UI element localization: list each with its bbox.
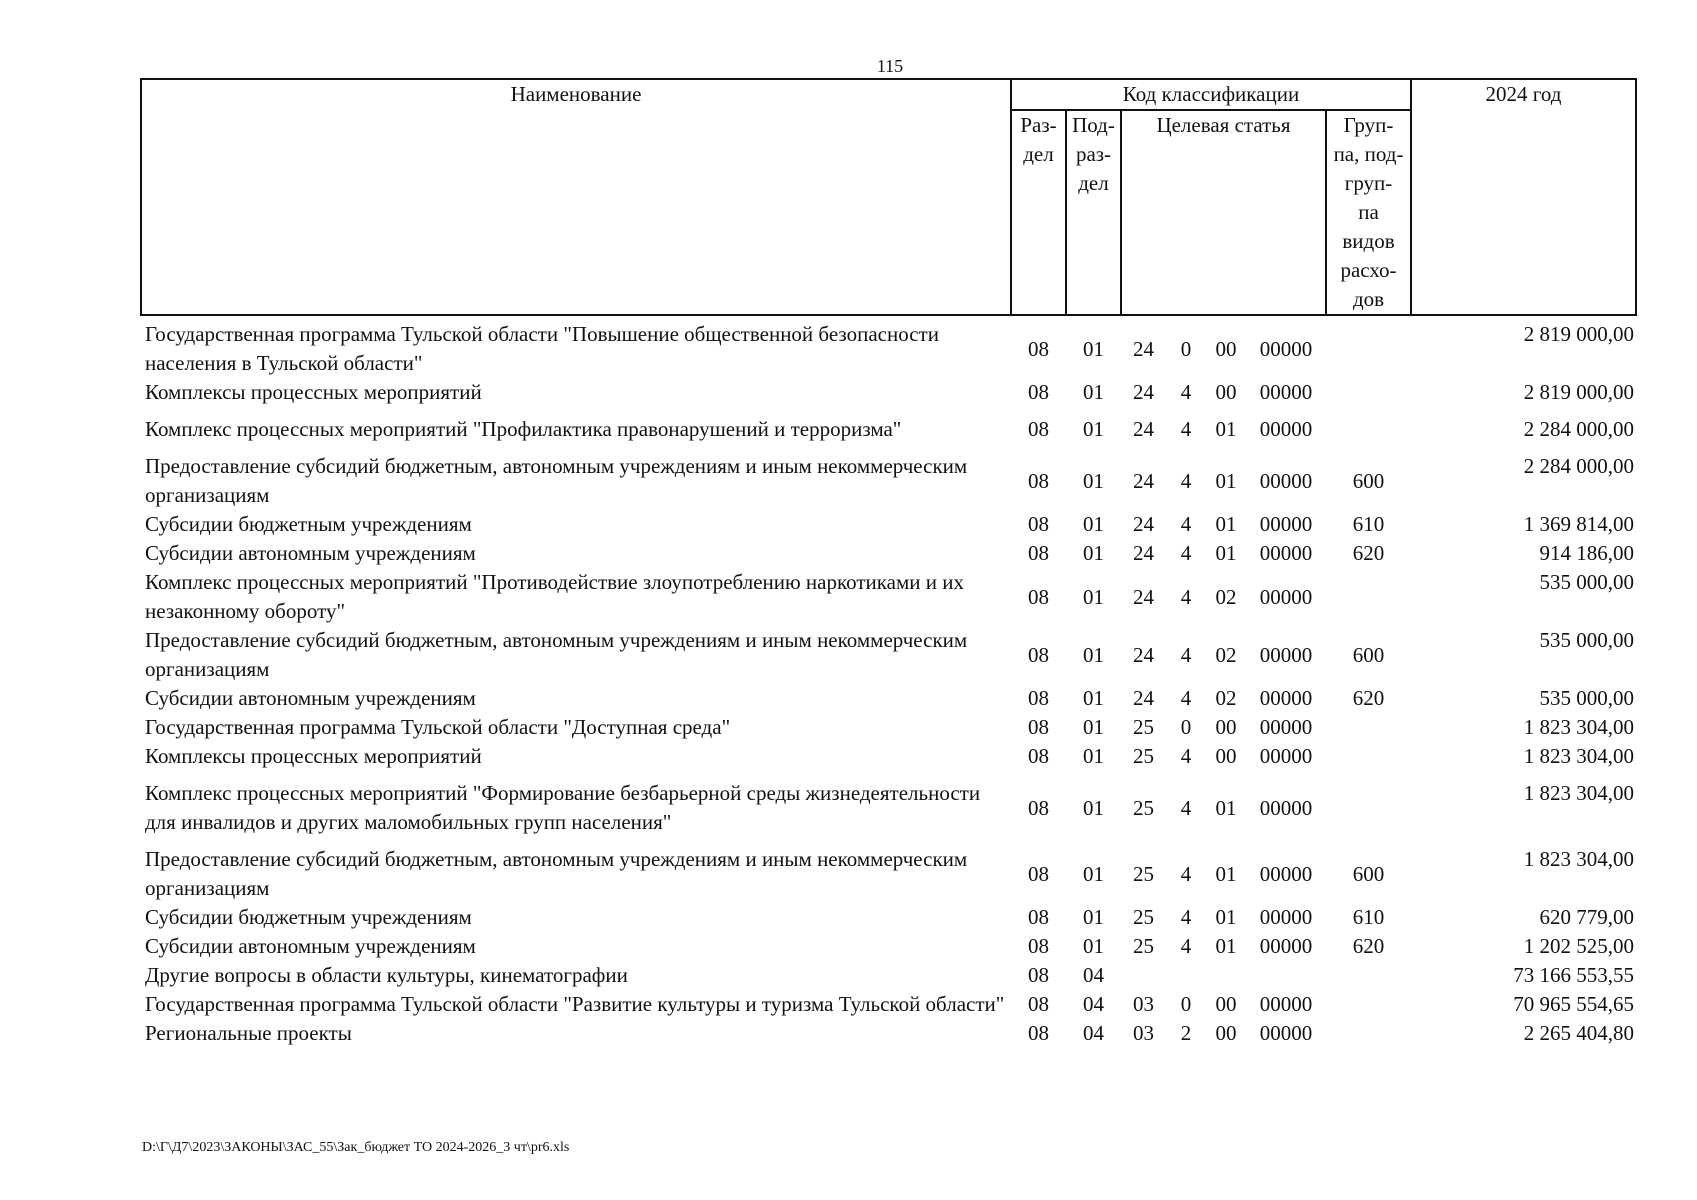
- row-amount: 535 000,00: [1539, 686, 1635, 710]
- row-name: Государственная программа Тульской области "Повышение общественной безопасности населения в Тульской области": [145, 322, 939, 375]
- row-target-type: 0: [1180, 715, 1192, 739]
- row-razdel: 08: [1028, 861, 1049, 886]
- row-target-direction: 00000: [1259, 468, 1313, 493]
- table-row: [141, 407, 1636, 452]
- row-podrazdel: 01: [1083, 934, 1104, 958]
- row-name: Комплексы процессных мероприятий: [145, 744, 482, 768]
- file-path-footer: D:\Г\Д7\2023\ЗАКОНЫ\ЗАС_55\Зак_бюджет ТО 2024-2026_3 чт\pr6.xls: [142, 1140, 570, 1155]
- row-target-direction: 00000: [1259, 715, 1313, 739]
- table-row: [141, 378, 1636, 407]
- row-podrazdel: 01: [1083, 905, 1104, 929]
- row-amount: 535 000,00: [1539, 628, 1635, 652]
- row-razdel: 08: [1028, 934, 1049, 958]
- row-target-type: 0: [1180, 336, 1192, 361]
- table-header: [141, 79, 1636, 315]
- row-target-program: 24: [1133, 686, 1154, 710]
- row-target-subtype: 02: [1215, 642, 1237, 667]
- row-target-direction: 00000: [1259, 541, 1313, 565]
- row-target-program: 03: [1133, 1021, 1154, 1045]
- row-name: Комплекс процессных мероприятий "Профилактика правонарушений и терроризма": [145, 417, 902, 441]
- table-row: [141, 539, 1636, 568]
- row-name: Региональные проекты: [145, 1021, 352, 1045]
- row-expense-group: 620: [1352, 686, 1385, 710]
- row-expense-group: 610: [1352, 512, 1385, 536]
- row-expense-group: [1326, 568, 1411, 626]
- row-podrazdel: 01: [1083, 468, 1104, 493]
- row-podrazdel: 01: [1083, 584, 1104, 609]
- row-expense-group: [1326, 961, 1411, 990]
- row-podrazdel: 01: [1083, 715, 1104, 739]
- row-podrazdel: 01: [1083, 795, 1104, 820]
- row-target-direction: 00000: [1259, 744, 1313, 768]
- row-target-direction: 00000: [1259, 512, 1313, 536]
- header-group: Груп- па, под- груп- па видов расхо- дов: [1326, 110, 1411, 315]
- table-row: [141, 713, 1636, 742]
- row-name: Субсидии автономным учреждениям: [145, 541, 476, 565]
- row-target-subtype: 01: [1215, 861, 1237, 886]
- row-target-program: 24: [1133, 336, 1154, 361]
- row-amount: 1 202 525,00: [1523, 934, 1635, 958]
- row-expense-group: [1326, 771, 1411, 845]
- row-expense-group: [1326, 713, 1411, 742]
- row-amount: 620 779,00: [1539, 905, 1635, 929]
- row-target-subtype: 00: [1215, 744, 1237, 768]
- table-row: [141, 903, 1636, 932]
- table-row: [141, 771, 1636, 845]
- row-target-direction: 00000: [1259, 934, 1313, 958]
- row-target-subtype: 00: [1215, 380, 1237, 404]
- row-name: Субсидии автономным учреждениям: [145, 686, 476, 710]
- table-row: [141, 626, 1636, 684]
- row-razdel: 08: [1028, 417, 1049, 441]
- header-name: Наименование: [141, 79, 1011, 315]
- row-target-direction: 00000: [1259, 861, 1313, 886]
- row-target-subtype: 01: [1215, 905, 1237, 929]
- row-target-program: 24: [1133, 584, 1154, 609]
- row-amount: 2 284 000,00: [1523, 454, 1635, 478]
- table-row: [141, 1019, 1636, 1048]
- row-target-direction: 00000: [1259, 795, 1313, 820]
- row-target-type: 2: [1180, 1021, 1192, 1045]
- row-target-program: 25: [1133, 861, 1154, 886]
- table-row: [141, 845, 1636, 903]
- row-target-direction: 00000: [1259, 380, 1313, 404]
- row-target-type: 4: [1180, 905, 1192, 929]
- row-name: Другие вопросы в области культуры, кинематографии: [145, 963, 628, 987]
- page-number: 115: [876, 56, 904, 76]
- row-target-subtype: 01: [1215, 934, 1237, 958]
- row-amount: 1 823 304,00: [1523, 744, 1635, 768]
- row-razdel: 08: [1028, 336, 1049, 361]
- row-target-type: 4: [1180, 584, 1192, 609]
- row-target-subtype: 00: [1215, 992, 1237, 1016]
- row-target-type: 4: [1180, 934, 1192, 958]
- row-target-program: 03: [1133, 992, 1154, 1016]
- row-expense-group: [1326, 990, 1411, 1019]
- row-target-program: 24: [1133, 541, 1154, 565]
- row-razdel: 08: [1028, 1021, 1049, 1045]
- header-podrazdel: Под- раз- дел: [1066, 110, 1121, 315]
- row-target-direction: [1246, 961, 1326, 990]
- header-year: 2024 год: [1411, 79, 1636, 315]
- row-expense-group: 610: [1352, 905, 1385, 929]
- header-classification: Код классификации: [1011, 79, 1411, 110]
- row-expense-group: [1326, 378, 1411, 407]
- table-body: [141, 315, 1636, 1048]
- row-target-subtype: 00: [1215, 1021, 1237, 1045]
- row-target-subtype: 01: [1215, 541, 1237, 565]
- row-target-subtype: 01: [1215, 512, 1237, 536]
- row-target-subtype: 02: [1215, 584, 1237, 609]
- row-target-type: 4: [1180, 512, 1192, 536]
- table-row: [141, 510, 1636, 539]
- table-row: [141, 961, 1636, 990]
- row-name: Субсидии бюджетным учреждениям: [145, 905, 472, 929]
- row-podrazdel: 01: [1083, 417, 1104, 441]
- row-target-direction: 00000: [1259, 417, 1313, 441]
- row-razdel: 08: [1028, 744, 1049, 768]
- row-name: Комплекс процессных мероприятий "Противодействие злоупотреблению наркотиками и их незаконному обороту": [145, 570, 964, 623]
- row-target-type: 4: [1180, 795, 1192, 820]
- table-row: [141, 932, 1636, 961]
- row-razdel: 08: [1028, 992, 1049, 1016]
- row-podrazdel: 01: [1083, 336, 1104, 361]
- row-amount: 70 965 554,65: [1513, 992, 1635, 1016]
- row-target-subtype: [1206, 961, 1246, 990]
- row-target-program: 25: [1133, 715, 1154, 739]
- row-expense-group: 620: [1352, 541, 1385, 565]
- row-target-program: 24: [1133, 468, 1154, 493]
- row-podrazdel: 01: [1083, 686, 1104, 710]
- row-target-direction: 00000: [1259, 1021, 1313, 1045]
- row-target-direction: 00000: [1259, 584, 1313, 609]
- row-podrazdel: 01: [1083, 861, 1104, 886]
- row-target-type: 4: [1180, 417, 1192, 441]
- row-amount: 2 819 000,00: [1523, 380, 1635, 404]
- row-amount: 2 819 000,00: [1523, 322, 1635, 346]
- header-target: Целевая статья: [1121, 110, 1326, 315]
- row-razdel: 08: [1028, 795, 1049, 820]
- row-amount: 1 823 304,00: [1523, 847, 1635, 871]
- row-target-program: 25: [1133, 934, 1154, 958]
- row-expense-group: 600: [1352, 642, 1385, 667]
- row-target-type: 4: [1180, 380, 1192, 404]
- row-expense-group: [1326, 315, 1411, 378]
- row-target-program: [1121, 961, 1166, 990]
- row-name: Субсидии автономным учреждениям: [145, 934, 476, 958]
- row-name: Комплексы процессных мероприятий: [145, 380, 482, 404]
- row-target-program: 24: [1133, 642, 1154, 667]
- table-row: [141, 684, 1636, 713]
- row-target-subtype: 00: [1215, 715, 1237, 739]
- row-podrazdel: 01: [1083, 744, 1104, 768]
- row-target-program: 25: [1133, 905, 1154, 929]
- row-razdel: 08: [1028, 380, 1049, 404]
- row-podrazdel: 01: [1083, 541, 1104, 565]
- row-target-subtype: 01: [1215, 795, 1237, 820]
- row-podrazdel: 04: [1083, 963, 1104, 987]
- row-podrazdel: 04: [1083, 1021, 1104, 1045]
- row-target-direction: 00000: [1259, 992, 1313, 1016]
- row-target-type: 4: [1180, 541, 1192, 565]
- row-target-type: 4: [1180, 686, 1192, 710]
- row-target-type: 4: [1180, 861, 1192, 886]
- row-expense-group: 620: [1352, 934, 1385, 958]
- row-expense-group: [1326, 407, 1411, 452]
- row-expense-group: [1326, 742, 1411, 771]
- row-target-subtype: 02: [1215, 686, 1237, 710]
- row-target-subtype: 01: [1215, 417, 1237, 441]
- row-target-subtype: 00: [1215, 336, 1237, 361]
- row-amount: 1 823 304,00: [1523, 781, 1635, 805]
- row-podrazdel: 01: [1083, 642, 1104, 667]
- row-name: Государственная программа Тульской области "Доступная среда": [145, 715, 731, 739]
- row-razdel: 08: [1028, 512, 1049, 536]
- row-expense-group: 600: [1352, 861, 1385, 886]
- row-podrazdel: 01: [1083, 512, 1104, 536]
- row-name: Комплекс процессных мероприятий "Формирование безбарьерной среды жизнедеятельности для инвалидов и других маломобильных групп населения": [145, 781, 981, 834]
- row-name: Предоставление субсидий бюджетным, автономным учреждениям и иным некоммерческим организациям: [145, 628, 968, 681]
- table-row: [141, 315, 1636, 378]
- row-name: Предоставление субсидий бюджетным, автономным учреждениям и иным некоммерческим организациям: [145, 454, 968, 507]
- row-target-type: 0: [1180, 992, 1192, 1016]
- table-row: [141, 742, 1636, 771]
- row-name: Субсидии бюджетным учреждениям: [145, 512, 472, 536]
- row-razdel: 08: [1028, 468, 1049, 493]
- row-name: Государственная программа Тульской области "Развитие культуры и туризма Тульской области": [145, 992, 1005, 1016]
- row-razdel: 08: [1028, 715, 1049, 739]
- row-razdel: 08: [1028, 642, 1049, 667]
- row-target-program: 25: [1133, 744, 1154, 768]
- row-target-subtype: 01: [1215, 468, 1237, 493]
- row-target-direction: 00000: [1259, 642, 1313, 667]
- row-target-program: 24: [1133, 512, 1154, 536]
- row-name: Предоставление субсидий бюджетным, автономным учреждениям и иным некоммерческим организациям: [145, 847, 968, 900]
- row-target-direction: 00000: [1259, 905, 1313, 929]
- row-amount: 535 000,00: [1539, 570, 1635, 594]
- row-expense-group: [1326, 1019, 1411, 1048]
- header-razdel: Раз- дел: [1011, 110, 1066, 315]
- row-target-type: 4: [1180, 468, 1192, 493]
- row-amount: 914 186,00: [1539, 541, 1635, 565]
- row-target-program: 24: [1133, 380, 1154, 404]
- row-podrazdel: 01: [1083, 380, 1104, 404]
- row-target-type: 4: [1180, 642, 1192, 667]
- row-podrazdel: 04: [1083, 992, 1104, 1016]
- row-amount: 1 823 304,00: [1523, 715, 1635, 739]
- row-razdel: 08: [1028, 541, 1049, 565]
- table-row: [141, 568, 1636, 626]
- row-amount: 2 265 404,80: [1523, 1021, 1635, 1045]
- row-razdel: 08: [1028, 686, 1049, 710]
- table-row: [141, 452, 1636, 510]
- budget-table: [140, 78, 1637, 1048]
- row-razdel: 08: [1028, 963, 1049, 987]
- row-amount: 2 284 000,00: [1523, 417, 1635, 441]
- row-target-direction: 00000: [1259, 336, 1313, 361]
- row-target-program: 25: [1133, 795, 1154, 820]
- row-amount: 1 369 814,00: [1523, 512, 1635, 536]
- row-target-type: [1166, 961, 1206, 990]
- row-amount: 73 166 553,55: [1513, 963, 1635, 987]
- row-expense-group: 600: [1352, 468, 1385, 493]
- row-target-program: 24: [1133, 417, 1154, 441]
- row-razdel: 08: [1028, 905, 1049, 929]
- row-target-type: 4: [1180, 744, 1192, 768]
- row-razdel: 08: [1028, 584, 1049, 609]
- row-target-direction: 00000: [1259, 686, 1313, 710]
- table-row: [141, 990, 1636, 1019]
